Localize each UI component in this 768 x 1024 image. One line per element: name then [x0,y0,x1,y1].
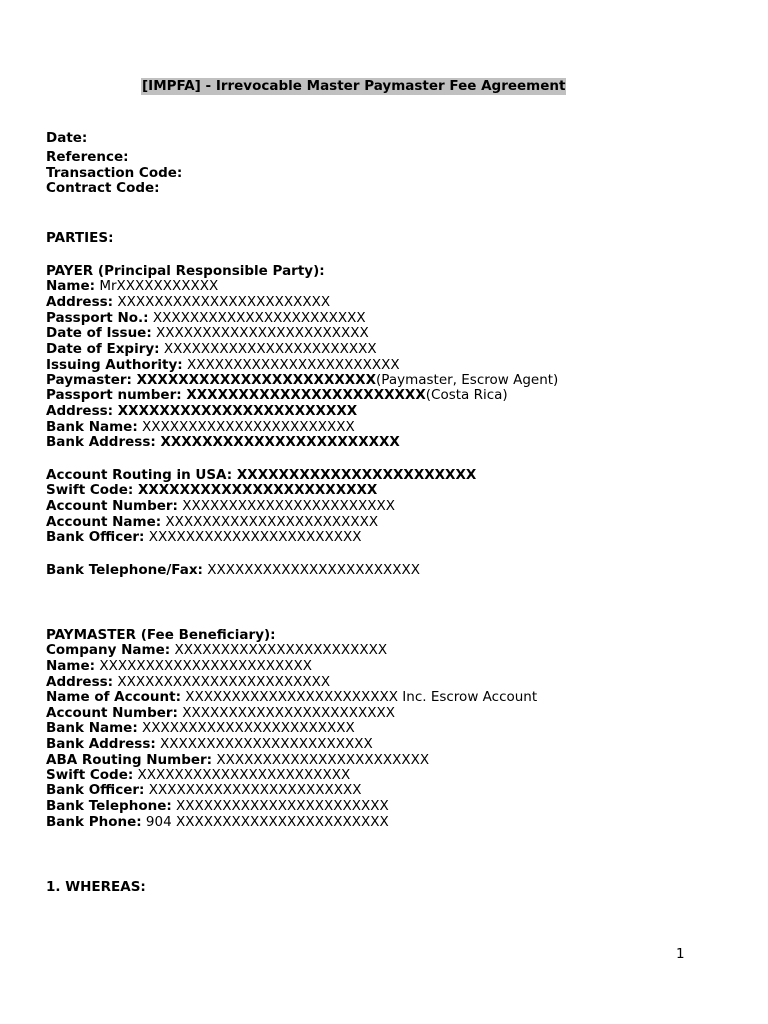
payer-bank-officer-row [46,529,361,545]
payer-paymaster-row [46,372,558,388]
field-label: Bank Name: [46,720,138,736]
field-value: MrXXXXXXXXXXX [95,278,219,294]
field-label: Date of Expiry: [46,341,160,357]
field-value: XXXXXXXXXXXXXXXXXXXXXXX [177,705,395,721]
contract-code-label: Contract Code: [46,180,160,196]
field-label: Name: [46,278,96,294]
field-value: XXXXXXXXXXXXXXXXXXXXXXX [144,529,362,545]
field-value: XXXXXXXXXXXXXXXXXXXXXXX [171,798,389,814]
field-value: XXXXXXXXXXXXXXXXXXXXXXX [151,325,369,341]
field-value-bold: XXXXXXXXXXXXXXXXXXXXXXX [133,482,378,498]
reference-label: Reference: [46,149,129,165]
field-label: Bank Officer: [46,529,145,545]
payer-address2-row [46,403,357,419]
field-label: Account Routing in USA: [46,467,233,483]
field-value: XXXXXXXXXXXXXXXXXXXXXXX [182,357,400,373]
payer-account-name-row [46,514,378,530]
field-value: XXXXXXXXXXXXXXXXXXXXXXX [137,720,355,736]
field-value-bold: XXXXXXXXXXXXXXXXXXXXXXX [181,387,426,403]
paymaster-name-of-account-row [46,689,537,705]
field-value: XXXXXXXXXXXXXXXXXXXXXXX [133,767,351,783]
field-label: Address: [46,674,114,690]
payer-account-routing-row [46,467,476,483]
field-value: XXXXXXXXXXXXXXXXXXXXXXX [202,562,420,578]
field-value: XXXXXXXXXXXXXXXXXXXXXXX [144,782,362,798]
paymaster-bank-officer-row [46,782,361,798]
field-value: XXXXXXXXXXXXXXXXXXXXXXX [95,658,313,674]
paymaster-swift-code-row [46,767,350,783]
field-value-bold: XXXXXXXXXXXXXXXXXXXXXXX [232,467,477,483]
whereas-heading: 1. WHEREAS: [46,879,146,895]
document-title: [IMPFA] - Irrevocable Master Paymaster Fee Agreement [142,78,566,94]
field-label: Bank Telephone/Fax: [46,562,203,578]
paymaster-bank-name-row [46,720,355,736]
field-label: Bank Telephone: [46,798,172,814]
paymaster-address-row [46,674,330,690]
field-label: Name: [46,658,96,674]
payer-account-number-row [46,498,395,514]
payer-passport-number-row [46,387,508,403]
paymaster-aba-routing-row [46,752,429,768]
field-label: ABA Routing Number: [46,752,213,768]
field-value: XXXXXXXXXXXXXXXXXXXXXXX [155,736,373,752]
date-label: Date: [46,130,88,146]
payer-name-row [46,278,218,294]
field-label: Account Name: [46,514,162,530]
field-value: XXXXXXXXXXXXXXXXXXXXXXX [113,294,331,310]
field-label: Bank Address: [46,736,156,752]
field-label: Bank Address: [46,434,156,450]
payer-heading: PAYER (Principal Responsible Party): [46,263,325,279]
payer-date-of-expiry-row [46,341,377,357]
field-label: Company Name: [46,642,171,658]
field-label: Swift Code: [46,767,134,783]
field-value: (Paymaster, Escrow Agent) [376,372,559,388]
payer-swift-code-row [46,482,377,498]
field-value: XXXXXXXXXXXXXXXXXXXXXXX [113,674,331,690]
paymaster-name-row [46,658,312,674]
field-value-bold: XXXXXXXXXXXXXXXXXXXXXXX [155,434,400,450]
paymaster-bank-address-row [46,736,373,752]
field-value: XXXXXXXXXXXXXXXXXXXXXXX [170,642,388,658]
paymaster-account-number-row [46,705,395,721]
transaction-code-label: Transaction Code: [46,165,183,181]
field-value: XXXXXXXXXXXXXXXXXXXXXXX [148,310,366,326]
field-value: 904 XXXXXXXXXXXXXXXXXXXXXXX [141,814,389,830]
payer-date-of-issue-row [46,325,369,341]
page-number: 1 [676,946,685,962]
field-value: XXXXXXXXXXXXXXXXXXXXXXX [137,419,355,435]
field-label: Date of Issue: [46,325,152,341]
payer-bank-telephone-fax-row [46,562,420,578]
field-label: Passport No.: [46,310,149,326]
field-value-bold: XXXXXXXXXXXXXXXXXXXXXXX [113,403,358,419]
paymaster-bank-telephone-row [46,798,389,814]
paymaster-heading: PAYMASTER (Fee Beneficiary): [46,627,276,643]
field-label: Name of Account: [46,689,181,705]
field-value: XXXXXXXXXXXXXXXXXXXXXXX [177,498,395,514]
field-label: Bank Phone: [46,814,142,830]
field-value: XXXXXXXXXXXXXXXXXXXXXXX [212,752,430,768]
paymaster-company-name-row [46,642,387,658]
field-value: (Costa Rica) [425,387,508,403]
field-label: Account Number: [46,705,178,721]
paymaster-bank-phone-row [46,814,389,830]
payer-passport-no-row [46,310,366,326]
field-value: XXXXXXXXXXXXXXXXXXXXXXX Inc. Escrow Account [180,689,538,705]
field-label: Address: [46,294,114,310]
field-value: XXXXXXXXXXXXXXXXXXXXXXX [161,514,379,530]
parties-heading: PARTIES: [46,230,114,246]
payer-issuing-authority-row [46,357,400,373]
field-label: Swift Code: [46,482,134,498]
payer-address-row [46,294,330,310]
field-value: XXXXXXXXXXXXXXXXXXXXXXX [159,341,377,357]
field-label: Passport number: [46,387,182,403]
payer-bank-address-row [46,434,400,450]
field-label: Paymaster: [46,372,132,388]
field-label: Bank Name: [46,419,138,435]
field-label: Address: [46,403,114,419]
field-value-bold: XXXXXXXXXXXXXXXXXXXXXXX [131,372,377,388]
field-label: Issuing Authority: [46,357,183,373]
payer-bank-name-row [46,419,355,435]
field-label: Bank Officer: [46,782,145,798]
field-label: Account Number: [46,498,178,514]
